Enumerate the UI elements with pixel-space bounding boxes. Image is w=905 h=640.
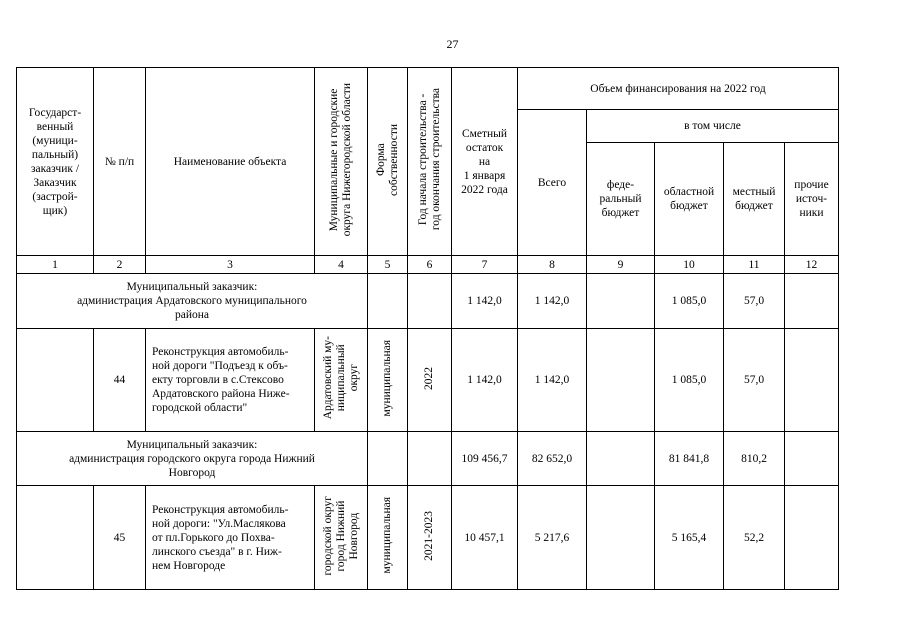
header-num: № п/п xyxy=(94,68,146,256)
header-district-text: Муниципальные и городские округа Нижегородской области xyxy=(328,82,353,237)
header-regional: областной бюджет xyxy=(655,143,724,256)
header-financing: Объем финансирования на 2022 год xyxy=(518,68,839,110)
col-number: 3 xyxy=(146,256,315,274)
district-cell xyxy=(315,329,368,432)
page-number: 27 xyxy=(446,37,459,51)
district-text: Ардатовский му- ниципальный округ xyxy=(321,336,360,420)
header-name: Наименование объекта xyxy=(146,68,315,256)
regional-cell: 1 085,0 xyxy=(655,274,724,329)
header-total: Всего xyxy=(518,110,587,256)
header-ownership xyxy=(368,68,408,256)
header-years-text: Год начала строительства - год окончания строительства xyxy=(416,88,442,231)
col-number: 8 xyxy=(518,256,587,274)
header-including: в том числе xyxy=(587,110,839,143)
estimate-cell: 10 457,1 xyxy=(452,486,518,590)
regional-cell: 1 085,0 xyxy=(655,329,724,432)
object-row xyxy=(17,486,839,590)
object-name: Реконструкция автомобиль- ной дороги: "Ул.Маслякова от пл.Горького до Похва- линского съезда" в г. Ниж- нем Новгороде xyxy=(146,486,315,590)
financing-table xyxy=(16,67,839,590)
header-customer: Государст- венный (муници- пальный) заказчик / Заказчик (застрой- щик) xyxy=(17,68,94,256)
federal-cell xyxy=(587,329,655,432)
regional-cell: 81 841,8 xyxy=(655,432,724,486)
regional-cell: 5 165,4 xyxy=(655,486,724,590)
local-cell: 57,0 xyxy=(724,274,785,329)
district-text: городской округ город Нижний Новгород xyxy=(321,495,360,576)
header-estimate: Сметный остаток на 1 января 2022 года xyxy=(452,68,518,256)
col-number: 10 xyxy=(655,256,724,274)
years-text: 2022 xyxy=(423,366,435,390)
object-name: Реконструкция автомобиль- ной дороги "Подъезд к объ- екту торговли в с.Стексово Ардатовского района Ниже- городской области" xyxy=(146,329,315,432)
header-district xyxy=(315,68,368,256)
ownership-text: муниципальная xyxy=(381,339,393,417)
years-text: 2021-2023 xyxy=(423,510,435,561)
federal-cell xyxy=(587,274,655,329)
header-years xyxy=(408,68,452,256)
estimate-cell: 1 142,0 xyxy=(452,274,518,329)
header-other: прочие источ- ники xyxy=(785,143,839,256)
col-number: 7 xyxy=(452,256,518,274)
ownership-cell xyxy=(368,329,408,432)
col-number: 1 xyxy=(17,256,94,274)
federal-cell xyxy=(587,432,655,486)
customer-label: Муниципальный заказчик: администрация Ардатовского муниципального района xyxy=(17,274,368,329)
other-cell xyxy=(785,329,839,432)
local-cell: 52,2 xyxy=(724,486,785,590)
col-number: 6 xyxy=(408,256,452,274)
num-cell: 45 xyxy=(94,486,146,590)
years-cell xyxy=(408,486,452,590)
col-number: 5 xyxy=(368,256,408,274)
column-numbers-row xyxy=(17,256,839,274)
total-cell: 5 217,6 xyxy=(518,486,587,590)
local-cell: 57,0 xyxy=(724,329,785,432)
district-cell xyxy=(315,486,368,590)
customer-row xyxy=(17,274,839,329)
other-cell xyxy=(785,432,839,486)
header-federal: феде- ральный бюджет xyxy=(587,143,655,256)
col-number: 9 xyxy=(587,256,655,274)
total-cell: 1 142,0 xyxy=(518,329,587,432)
estimate-cell: 109 456,7 xyxy=(452,432,518,486)
ownership-text: муниципальная xyxy=(381,497,393,574)
object-row xyxy=(17,329,839,432)
customer-row xyxy=(17,432,839,486)
other-cell xyxy=(785,486,839,590)
local-cell: 810,2 xyxy=(724,432,785,486)
col-number: 12 xyxy=(785,256,839,274)
header-local: местный бюджет xyxy=(724,143,785,256)
other-cell xyxy=(785,274,839,329)
federal-cell xyxy=(587,486,655,590)
total-cell: 82 652,0 xyxy=(518,432,587,486)
col-number: 2 xyxy=(94,256,146,274)
ownership-cell xyxy=(368,486,408,590)
years-cell xyxy=(408,329,452,432)
customer-label: Муниципальный заказчик: администрация городского округа города Нижний Новгород xyxy=(17,432,368,486)
col-number: 11 xyxy=(724,256,785,274)
num-cell: 44 xyxy=(94,329,146,432)
col-number: 4 xyxy=(315,256,368,274)
estimate-cell: 1 142,0 xyxy=(452,329,518,432)
total-cell: 1 142,0 xyxy=(518,274,587,329)
header-ownership-text: Форма собственности xyxy=(374,123,400,196)
